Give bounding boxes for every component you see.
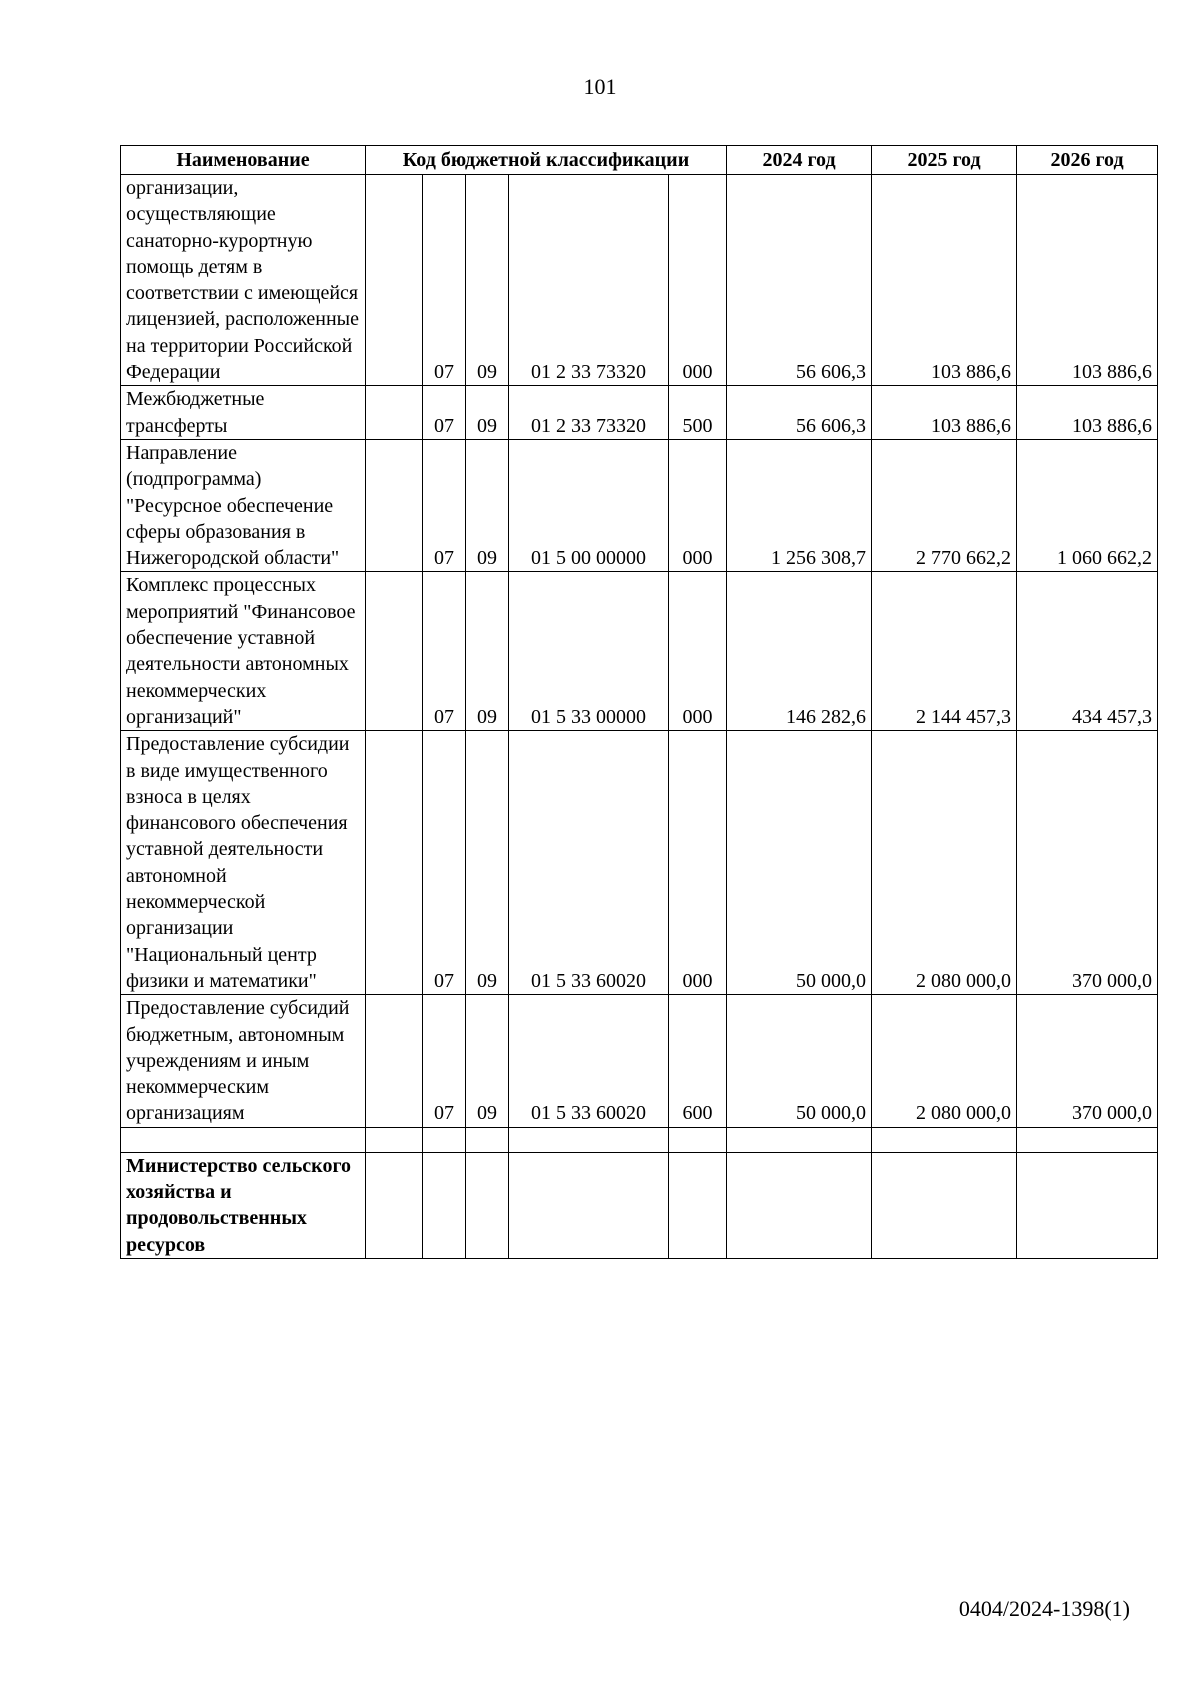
header-2026: 2026 год <box>1017 146 1158 175</box>
table-header-row <box>121 146 1158 175</box>
row-subsection: 09 <box>466 731 509 995</box>
row-target-article: 01 5 33 60020 <box>509 995 669 1127</box>
row-subsection: 09 <box>466 572 509 731</box>
row-name: Предоставление субсидии в виде имущественного взноса в целях финансового обеспечения уставной деятельности автономной некоммерческой организации "Национальный центр физики и математики" <box>121 731 366 995</box>
table-row <box>121 439 1158 571</box>
row-section: 07 <box>423 995 466 1127</box>
row-value-2024: 146 282,6 <box>727 572 872 731</box>
row-value-2024: 56 606,3 <box>727 175 872 386</box>
row-ministry-code <box>366 572 423 731</box>
table-row <box>121 386 1158 440</box>
table-row <box>121 175 1158 386</box>
row-ministry-code <box>366 175 423 386</box>
row-ministry-code <box>366 386 423 440</box>
row-target-article: 01 2 33 73320 <box>509 175 669 386</box>
row-name: Комплекс процессных мероприятий "Финансовое обеспечение уставной деятельности автономных некоммерческих организаций" <box>121 572 366 731</box>
header-2024: 2024 год <box>727 146 872 175</box>
row-value-2024: 50 000,0 <box>727 731 872 995</box>
page-number: 101 <box>583 74 617 99</box>
row-value-2025: 103 886,6 <box>872 386 1017 440</box>
row-value-2025: 103 886,6 <box>872 175 1017 386</box>
row-section: 07 <box>423 439 466 571</box>
row-value-2024: 50 000,0 <box>727 995 872 1127</box>
empty-row <box>121 1127 1158 1152</box>
row-target-article: 01 2 33 73320 <box>509 386 669 440</box>
row-target-article: 01 5 00 00000 <box>509 439 669 571</box>
row-name: организации, осуществляющие санаторно-курортную помощь детям в соответствии с имеющейся лицензией, расположенные на территории Российской Федерации <box>121 175 366 386</box>
row-name: Межбюджетные трансферты <box>121 386 366 440</box>
header-2025: 2025 год <box>872 146 1017 175</box>
row-section: 07 <box>423 175 466 386</box>
ministry-heading: Министерство сельского хозяйства и продовольственных ресурсов <box>121 1152 366 1258</box>
table-row <box>121 572 1158 731</box>
row-expense-type: 000 <box>669 175 727 386</box>
row-expense-type: 500 <box>669 386 727 440</box>
header-code: Код бюджетной классификации <box>366 146 727 175</box>
row-expense-type: 000 <box>669 731 727 995</box>
table-row <box>121 995 1158 1127</box>
row-subsection: 09 <box>466 175 509 386</box>
header-name: Наименование <box>121 146 366 175</box>
ministry-heading-row <box>121 1152 1158 1258</box>
row-target-article: 01 5 33 00000 <box>509 572 669 731</box>
row-value-2026: 103 886,6 <box>1017 175 1158 386</box>
row-expense-type: 000 <box>669 439 727 571</box>
table-row <box>121 731 1158 995</box>
document-id: 0404/2024-1398(1) <box>958 1596 1130 1621</box>
row-expense-type: 600 <box>669 995 727 1127</box>
row-value-2025: 2 080 000,0 <box>872 731 1017 995</box>
row-section: 07 <box>423 572 466 731</box>
row-name: Направление (подпрограмма) "Ресурсное обеспечение сферы образования в Нижегородской области" <box>121 439 366 571</box>
row-ministry-code <box>366 439 423 571</box>
row-subsection: 09 <box>466 995 509 1127</box>
row-section: 07 <box>423 386 466 440</box>
row-ministry-code <box>366 731 423 995</box>
row-expense-type: 000 <box>669 572 727 731</box>
row-subsection: 09 <box>466 439 509 571</box>
row-ministry-code <box>366 995 423 1127</box>
row-value-2026: 370 000,0 <box>1017 731 1158 995</box>
row-name: Предоставление субсидий бюджетным, автономным учреждениям и иным некоммерческим организациям <box>121 995 366 1127</box>
row-section: 07 <box>423 731 466 995</box>
row-value-2026: 434 457,3 <box>1017 572 1158 731</box>
row-value-2024: 1 256 308,7 <box>727 439 872 571</box>
row-value-2025: 2 144 457,3 <box>872 572 1017 731</box>
row-value-2025: 2 080 000,0 <box>872 995 1017 1127</box>
row-value-2025: 2 770 662,2 <box>872 439 1017 571</box>
budget-table <box>120 145 1158 1259</box>
row-subsection: 09 <box>466 386 509 440</box>
row-value-2026: 103 886,6 <box>1017 386 1158 440</box>
row-target-article: 01 5 33 60020 <box>509 731 669 995</box>
row-value-2026: 370 000,0 <box>1017 995 1158 1127</box>
row-value-2024: 56 606,3 <box>727 386 872 440</box>
row-value-2026: 1 060 662,2 <box>1017 439 1158 571</box>
